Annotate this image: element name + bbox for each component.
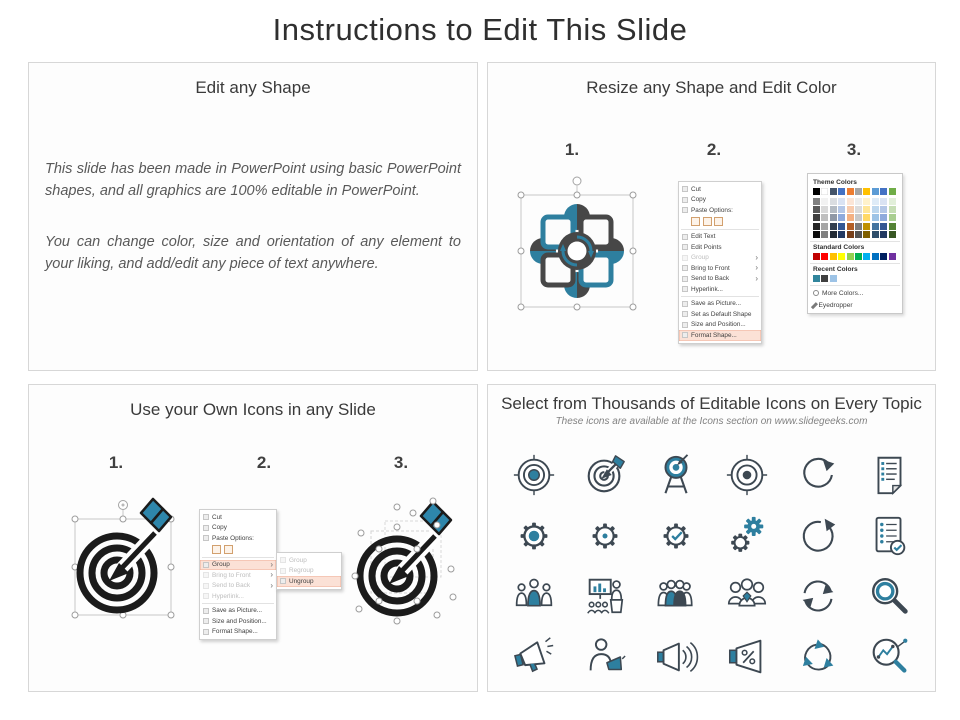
paste-option-icon[interactable] xyxy=(212,545,221,554)
submenu-arrow-icon: › xyxy=(755,273,758,283)
double-gear-icon[interactable] xyxy=(711,506,782,567)
standard-color-swatch[interactable] xyxy=(889,253,896,260)
theme-variant-swatch[interactable] xyxy=(847,214,854,221)
menu-item-icon xyxy=(682,244,688,250)
menu-item-send-to-back: Send to Back › xyxy=(200,581,276,592)
theme-color-swatch[interactable] xyxy=(855,188,862,195)
theme-variant-swatch[interactable] xyxy=(880,223,887,230)
menu-item-copy[interactable]: Copy xyxy=(200,523,276,534)
theme-variant-swatch[interactable] xyxy=(838,198,845,205)
theme-colors-row xyxy=(813,188,897,195)
menu-item-icon xyxy=(682,332,688,338)
audience-icon[interactable] xyxy=(711,566,782,627)
standard-color-swatch[interactable] xyxy=(847,253,854,260)
menu-item-hyperlink[interactable]: Hyperlink... xyxy=(679,284,761,295)
menu-item-icon xyxy=(280,568,286,574)
theme-variant-swatch[interactable] xyxy=(821,206,828,213)
checklist-check-icon[interactable] xyxy=(854,506,925,567)
menu-item-size-and-position[interactable]: Size and Position... xyxy=(679,320,761,331)
team-icon[interactable] xyxy=(640,566,711,627)
theme-variant-swatch[interactable] xyxy=(872,214,879,221)
presentation-icon[interactable] xyxy=(569,566,640,627)
theme-variant-swatch[interactable] xyxy=(855,231,862,238)
paste-option-icon[interactable] xyxy=(714,217,723,226)
standard-color-swatch[interactable] xyxy=(830,253,837,260)
menu-item-send-to-back[interactable]: Send to Back › xyxy=(679,274,761,285)
menu-item-icon xyxy=(682,286,688,292)
theme-color-variants xyxy=(813,198,897,239)
step-number-2: 2. xyxy=(256,453,272,472)
theme-variant-swatch[interactable] xyxy=(863,231,870,238)
resize-shape-heading: Resize any Shape and Edit Color xyxy=(586,78,837,97)
menu-item-icon xyxy=(280,578,286,584)
menu-item-copy[interactable]: Copy xyxy=(679,195,761,206)
target-icon-selected[interactable] xyxy=(61,491,191,641)
menu-item-icon xyxy=(203,514,209,520)
panel-own-icons xyxy=(28,384,478,692)
recent-colors-row xyxy=(813,275,897,282)
more-colors-icon xyxy=(813,290,819,296)
theme-variant-swatch[interactable] xyxy=(821,198,828,205)
theme-variant-swatch[interactable] xyxy=(838,231,845,238)
theme-variant-swatch[interactable] xyxy=(830,231,837,238)
crosshair-icon[interactable] xyxy=(711,445,782,506)
theme-variant-swatch[interactable] xyxy=(880,198,887,205)
quadrant-shape-graphic[interactable] xyxy=(504,171,650,321)
menu-item-save-as-picture[interactable]: Save as Picture... xyxy=(200,606,276,617)
standard-color-swatch[interactable] xyxy=(872,253,879,260)
standard-color-swatch[interactable] xyxy=(880,253,887,260)
submenu-arrow-icon: › xyxy=(270,559,273,569)
recent-colors-label: Recent Colors xyxy=(813,266,858,274)
theme-variant-swatch[interactable] xyxy=(813,231,820,238)
menu-item-icon xyxy=(203,618,209,624)
menu-item-edit-text[interactable]: Edit Text xyxy=(679,232,761,243)
theme-variant-swatch[interactable] xyxy=(855,223,862,230)
menu-item-icon xyxy=(682,301,688,307)
theme-colors-label: Theme Colors xyxy=(813,179,857,186)
standard-color-swatch[interactable] xyxy=(821,253,828,260)
theme-variant-swatch[interactable] xyxy=(813,198,820,205)
paste-option-icon[interactable] xyxy=(224,545,233,554)
theme-variant-swatch[interactable] xyxy=(813,214,820,221)
menu-item-icon xyxy=(682,234,688,240)
menu-item-icon xyxy=(682,186,688,192)
theme-color-swatch[interactable] xyxy=(889,188,896,195)
theme-variant-swatch[interactable] xyxy=(830,198,837,205)
theme-variant-swatch[interactable] xyxy=(880,206,887,213)
context-menu-group xyxy=(199,509,314,640)
menu-item-icon xyxy=(280,557,286,563)
menu-item-edit-points[interactable]: Edit Points xyxy=(679,242,761,253)
menu-item-cut[interactable]: Cut xyxy=(200,512,276,523)
document-list-icon[interactable] xyxy=(854,445,925,506)
edit-shape-paragraph-1: This slide has been made in PowerPoint using basic PowerPoint shapes, and all graphics are 100% editable in PowerPoint. xyxy=(45,161,461,200)
menu-item-group: Group › xyxy=(679,253,761,264)
theme-variant-swatch[interactable] xyxy=(855,214,862,221)
theme-variant-swatch[interactable] xyxy=(855,206,862,213)
panel-icon-library xyxy=(487,384,936,692)
eyedropper-label: Eyedropper xyxy=(818,301,853,309)
edit-shape-paragraph-2: You can change color, size and orientation of any element to your liking, and add/edit any piece of text anywhere. xyxy=(45,234,461,273)
menu-item-icon xyxy=(203,562,209,568)
edit-shape-heading: Edit any Shape xyxy=(195,78,311,97)
context-menu-resize xyxy=(678,181,762,344)
step-number-3: 3. xyxy=(846,140,862,159)
theme-color-swatch[interactable] xyxy=(847,188,854,195)
panel-resize-shape xyxy=(487,62,936,371)
theme-variant-swatch[interactable] xyxy=(872,198,879,205)
eyedropper-item[interactable] xyxy=(808,299,902,311)
color-picker-panel xyxy=(807,173,903,314)
recent-color-swatch[interactable] xyxy=(813,275,820,282)
theme-variant-swatch[interactable] xyxy=(889,214,896,221)
menu-item-icon xyxy=(203,593,209,599)
submenu-arrow-icon: › xyxy=(270,580,273,590)
gear-solid-icon[interactable] xyxy=(498,506,569,567)
people-group-icon[interactable] xyxy=(498,566,569,627)
gear-check-icon[interactable] xyxy=(640,506,711,567)
icon-library-grid xyxy=(498,445,925,687)
theme-variant-swatch[interactable] xyxy=(863,198,870,205)
menu-item-icon xyxy=(682,276,688,282)
sync-arrows-icon[interactable] xyxy=(783,566,854,627)
target-blue-icon[interactable] xyxy=(498,445,569,506)
theme-color-swatch[interactable] xyxy=(830,188,837,195)
menu-item-regroup: Regroup xyxy=(277,566,341,577)
menu-item-icon xyxy=(682,197,688,203)
rotation-handle[interactable] xyxy=(573,177,581,185)
submenu-arrow-icon: › xyxy=(755,252,758,262)
person-announce-icon[interactable] xyxy=(569,627,640,688)
theme-variant-swatch[interactable] xyxy=(889,198,896,205)
theme-variant-swatch[interactable] xyxy=(872,223,879,230)
target-icon-ungrouped[interactable] xyxy=(341,489,471,644)
megaphone-percent-icon[interactable] xyxy=(711,627,782,688)
recent-color-swatch[interactable] xyxy=(821,275,828,282)
theme-variant-swatch[interactable] xyxy=(830,206,837,213)
theme-variant-swatch[interactable] xyxy=(855,198,862,205)
theme-variant-swatch[interactable] xyxy=(821,231,828,238)
theme-variant-swatch[interactable] xyxy=(838,206,845,213)
menu-item-bring-to-front: Bring to Front › xyxy=(200,570,276,581)
menu-item-icon xyxy=(203,608,209,614)
own-icons-heading: Use your Own Icons in any Slide xyxy=(130,400,376,419)
standard-color-swatch[interactable] xyxy=(855,253,862,260)
theme-variant-swatch[interactable] xyxy=(813,206,820,213)
icon-library-heading: Select from Thousands of Editable Icons on Every Topic xyxy=(501,394,922,413)
theme-variant-swatch[interactable] xyxy=(889,206,896,213)
recent-color-swatch[interactable] xyxy=(830,275,837,282)
menu-item-size-and-position[interactable]: Size and Position... xyxy=(200,616,276,627)
standard-color-swatch[interactable] xyxy=(863,253,870,260)
more-colors-label: More Colors... xyxy=(822,289,864,297)
rotate-arrow-icon[interactable] xyxy=(783,445,854,506)
theme-variant-swatch[interactable] xyxy=(880,214,887,221)
menu-item-icon xyxy=(203,525,209,531)
circle-arrow-icon[interactable] xyxy=(783,506,854,567)
menu-item-icon xyxy=(203,572,209,578)
menu-item-format-shape[interactable]: Format Shape... xyxy=(200,627,276,638)
theme-color-swatch[interactable] xyxy=(863,188,870,195)
theme-variant-swatch[interactable] xyxy=(847,198,854,205)
standard-colors-label: Standard Colors xyxy=(813,244,865,252)
standard-color-swatch[interactable] xyxy=(838,253,845,260)
menu-item-group: Group xyxy=(277,555,341,566)
menu-item-icon xyxy=(203,629,209,635)
target-stand-icon[interactable] xyxy=(640,445,711,506)
menu-item-bring-to-front[interactable]: Bring to Front › xyxy=(679,263,761,274)
menu-item-set-as-default-shape[interactable]: Set as Default Shape xyxy=(679,309,761,320)
theme-color-swatch[interactable] xyxy=(872,188,879,195)
theme-variant-swatch[interactable] xyxy=(863,206,870,213)
theme-variant-swatch[interactable] xyxy=(880,231,887,238)
group-submenu xyxy=(276,552,342,590)
dartboard-dart-icon[interactable] xyxy=(569,445,640,506)
menu-item-icon xyxy=(682,265,688,271)
theme-color-swatch[interactable] xyxy=(821,188,828,195)
theme-variant-swatch[interactable] xyxy=(889,223,896,230)
panel-edit-shape xyxy=(28,62,478,371)
step-number-3: 3. xyxy=(393,453,409,472)
theme-variant-swatch[interactable] xyxy=(872,206,879,213)
theme-variant-swatch[interactable] xyxy=(838,214,845,221)
theme-color-swatch[interactable] xyxy=(838,188,845,195)
menu-item-icon xyxy=(203,583,209,589)
theme-variant-swatch[interactable] xyxy=(838,223,845,230)
theme-variant-swatch[interactable] xyxy=(821,223,828,230)
menu-item-ungroup[interactable]: Ungroup xyxy=(277,576,341,587)
submenu-arrow-icon: › xyxy=(755,263,758,273)
menu-item-paste-options[interactable]: Paste Options: xyxy=(679,205,761,216)
theme-variant-swatch[interactable] xyxy=(813,223,820,230)
menu-item-group[interactable]: Group › xyxy=(200,560,276,571)
menu-item-icon xyxy=(682,255,688,261)
megaphone-sound-icon[interactable] xyxy=(640,627,711,688)
theme-variant-swatch[interactable] xyxy=(872,231,879,238)
step-number-1: 1. xyxy=(108,453,124,472)
menu-item-hyperlink: Hyperlink... xyxy=(200,591,276,602)
gear-dot-icon[interactable] xyxy=(569,506,640,567)
menu-item-cut[interactable]: Cut xyxy=(679,184,761,195)
menu-item-icon xyxy=(682,322,688,328)
theme-variant-swatch[interactable] xyxy=(863,223,870,230)
theme-color-swatch[interactable] xyxy=(880,188,887,195)
step-number-1: 1. xyxy=(564,140,580,159)
paste-option-icon[interactable] xyxy=(691,217,700,226)
search-analytics-icon[interactable] xyxy=(854,627,925,688)
theme-variant-swatch[interactable] xyxy=(847,231,854,238)
eyedropper-icon xyxy=(811,302,818,309)
icon-library-subtitle: These icons are available at the Icons section on www.slidegeeks.com xyxy=(555,416,868,427)
megaphone-icon[interactable] xyxy=(498,627,569,688)
paste-option-icon[interactable] xyxy=(703,217,712,226)
menu-item-icon xyxy=(682,207,688,213)
more-colors-item[interactable] xyxy=(808,287,902,299)
step-number-2: 2. xyxy=(706,140,722,159)
magnifier-icon[interactable] xyxy=(854,566,925,627)
cycle-arrows-icon[interactable] xyxy=(783,627,854,688)
menu-item-icon xyxy=(203,535,209,541)
page-title: Instructions to Edit This Slide xyxy=(272,12,688,47)
theme-variant-swatch[interactable] xyxy=(847,206,854,213)
theme-variant-swatch[interactable] xyxy=(830,223,837,230)
menu-item-save-as-picture[interactable]: Save as Picture... xyxy=(679,299,761,310)
submenu-arrow-icon: › xyxy=(270,570,273,580)
theme-variant-swatch[interactable] xyxy=(863,214,870,221)
theme-variant-swatch[interactable] xyxy=(889,231,896,238)
menu-item-paste-options[interactable]: Paste Options: xyxy=(200,533,276,544)
theme-variant-swatch[interactable] xyxy=(830,214,837,221)
theme-color-swatch[interactable] xyxy=(813,188,820,195)
theme-variant-swatch[interactable] xyxy=(847,223,854,230)
standard-colors-row xyxy=(813,253,897,260)
menu-item-format-shape[interactable]: Format Shape... xyxy=(679,330,761,341)
standard-color-swatch[interactable] xyxy=(813,253,820,260)
theme-variant-swatch[interactable] xyxy=(821,214,828,221)
menu-item-icon xyxy=(682,311,688,317)
